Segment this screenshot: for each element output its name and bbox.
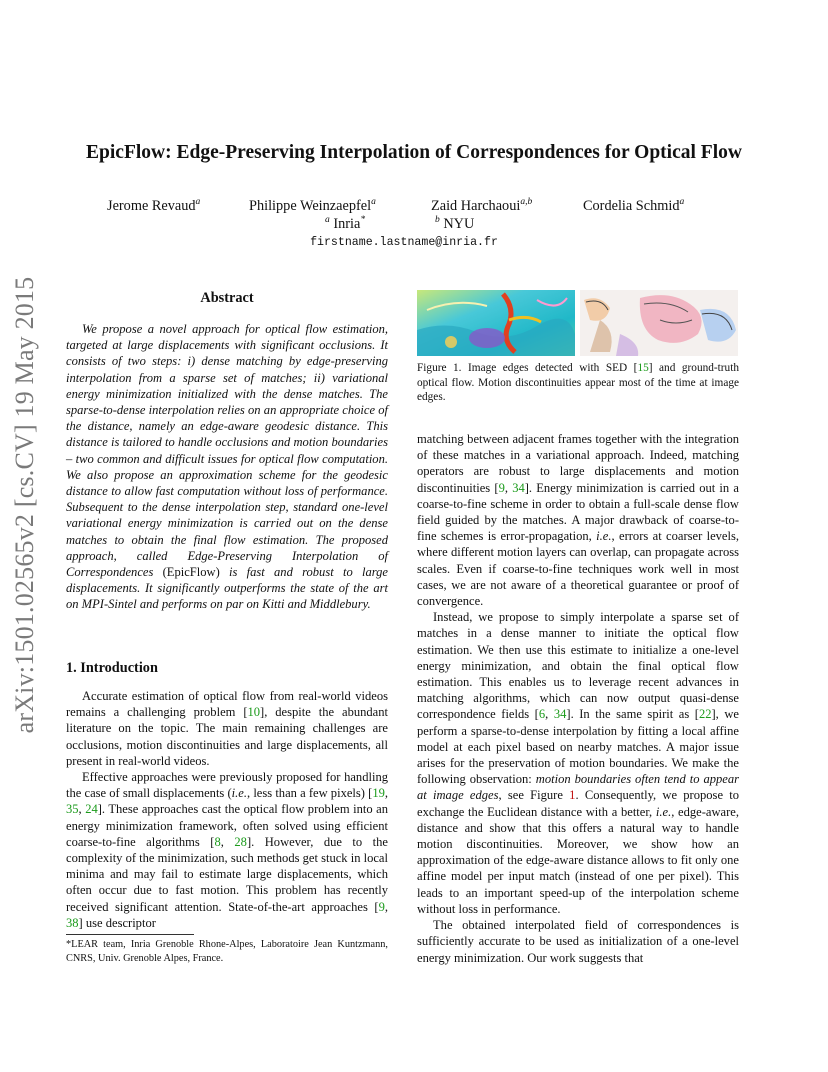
citation-link[interactable]: 19 xyxy=(372,786,385,801)
figure-edges-graphic xyxy=(417,290,575,356)
affiliation-footnote-mark: * xyxy=(360,215,366,225)
author-name: Philippe Weinzaepfel xyxy=(249,197,372,214)
citation-link[interactable]: 9 xyxy=(498,480,505,495)
author-4 xyxy=(583,197,684,215)
author-name: Cordelia Schmid xyxy=(583,197,680,214)
affiliation-inria xyxy=(325,215,365,233)
citation-link[interactable]: 8 xyxy=(214,834,221,849)
arxiv-identifier: arXiv:1501.02565v2 [cs.CV] 19 May 2015 xyxy=(10,276,39,734)
paper-title: EpicFlow: Edge-Preserving Interpolation of Correspondences for Optical Flow xyxy=(86,142,742,163)
author-sup: a xyxy=(195,197,201,207)
author-sup: a,b xyxy=(520,197,533,207)
figure-flow-graphic xyxy=(580,290,738,356)
citation-link[interactable]: 22 xyxy=(698,707,712,722)
intro-paragraph-2: Effective approaches were previously proposed for handling the case of small displacements (i.e., less than a few pixels) [19, 35, 24]. These approaches cast the optical flow problem into an energy minimization framework, often solved using efficient coarse-to-fine algorithms [8, 28]. However, due to the complexity of the minimization, such methods get stuck in local minima and may fail to estimate large displacements, which often occur due to fast motion. This problem has recently received significant attention. State-of-the-art approaches [9, 38] use descriptor xyxy=(66,770,388,930)
abstract-method-name: (EpicFlow) xyxy=(162,565,220,580)
introduction-body xyxy=(66,688,388,931)
right-paragraph-1: matching between adjacent frames together with the integration of these matches in a variational approach. Indeed, matching operators are robust to large displacements and motion discontinuities [9, 34]. Energy minimization is carried out in a coarse-to-fine scheme in order to obtain a full-scale dense flow field guided by the matches. A major drawback of coarse-to-fine schemes is error-propagation, i.e., errors at coarser levels, where different motion layers can overlap, can propagate across scales. Even if coarse-to-fine techniques work well in most cases, we are not aware of a theoretical guarantee or proof of convergence. xyxy=(417,432,740,609)
citation-link[interactable]: 6 xyxy=(538,707,546,722)
affiliation-nyu xyxy=(435,215,474,233)
citation-link[interactable]: 38 xyxy=(66,915,79,930)
citation-link[interactable]: 34 xyxy=(553,707,567,722)
citation-link[interactable]: 9 xyxy=(378,899,385,914)
affiliation-name: NYU xyxy=(443,215,475,232)
abstract-body xyxy=(66,321,388,613)
arxiv-side-stamp xyxy=(0,276,50,734)
right-paragraph-2: Instead, we propose to simply interpolate a sparse set of matches in a dense manner to initiate the optical flow estimation. We then use this estimate to initialize a one-level energy minimization, and obtain the final optical flow estimation. This enables us to leverage recent advances in matching algorithms, which can now output quasi-dense correspondence fields [6, 34]. In the same spirit as [22], we perform a sparse-to-dense interpolation by fitting a local affine model at each pixel based on nearby matches. A major issue arises for the preservation of motion boundaries. We make the following observation: motion boundaries often tend to appear at image edges, see Figure 1. Consequently, we propose to exchange the Euclidean distance with a better, i.e., edge-aware, distance and show that this offers a natural way to handle motion discontinuities. Moreover, we show how an approximation of the edge-aware distance allows to fit only one affine model per input match (instead of one per pixel). This leads to an important speed-up of the interpolation scheme without loss in performance. xyxy=(417,610,740,916)
citation-link[interactable]: 10 xyxy=(247,705,261,720)
citation-link[interactable]: 35 xyxy=(66,802,79,817)
author-sup: a xyxy=(679,197,685,207)
author-2 xyxy=(249,197,376,215)
intro-paragraph-1: Accurate estimation of optical flow from real-world videos remains a challenging problem [10], despite the abundant literature on the topic. The main remaining challenges are occlusions, motion discontinuities and large displacements, all present in real-world videos. xyxy=(66,689,388,768)
citation-link[interactable]: 28 xyxy=(234,834,247,849)
author-1 xyxy=(107,197,200,215)
right-column-body xyxy=(417,431,739,966)
abstract-heading: Abstract xyxy=(200,290,254,306)
footnote-rule xyxy=(66,934,194,935)
right-paragraph-3: The obtained interpolated field of correspondences is sufficiently accurate to be used as initialization of a one-level energy minimization. Our work suggests that xyxy=(417,918,739,965)
figure-1-flow-image xyxy=(580,290,738,356)
citation-link[interactable]: 15 xyxy=(637,362,649,374)
affiliation-sup: a xyxy=(325,215,330,225)
section-heading-introduction: 1. Introduction xyxy=(66,660,158,676)
author-name: Zaid Harchaoui xyxy=(431,197,521,214)
affiliation-sup: b xyxy=(435,215,440,225)
citation-link[interactable]: 24 xyxy=(85,802,98,817)
figure-1-edges-image xyxy=(417,290,575,356)
figure-1-caption: Figure 1. Image edges detected with SED [15] and ground-truth optical flow. Motion discontinuities appear most of the time at image edges. xyxy=(417,362,739,404)
author-3 xyxy=(431,197,532,215)
footnote: *LEAR team, Inria Grenoble Rhone-Alpes, Laboratoire Jean Kuntzmann, CNRS, Univ. Grenoble Alpes, France. xyxy=(66,939,388,964)
abstract-text: We propose a novel approach for optical flow estimation, targeted at large displacements with significant occlusions. It consists of two steps: i) dense matching by edge-preserving interpolation from a sparse set of matches; ii) variational energy minimization initialized with the dense matches. The sparse-to-dense interpolation relies on an appropriate choice of the distance, namely an edge-aware geodesic distance. This distance is tailored to handle occlusions and motion boundaries – two common and difficult issues for optical flow computation. We also propose an approximation scheme for the geodesic distance to allow fast computation without loss of performance. Subsequent to the dense interpolation step, standard one-level variational energy minimization is carried out on the dense matches to obtain the final flow estimation. The proposed approach, called Edge-Preserving Interpolation of Correspondences (EpicFlow) is fast and robust to large displacements. It significantly outperforms the state of the art on MPI-Sintel and performs on par on Kitti and Middlebury. xyxy=(66,322,388,612)
author-name: Jerome Revaud xyxy=(107,197,196,214)
figure-reference-link[interactable]: 1 xyxy=(569,788,576,803)
affiliation-name: Inria xyxy=(333,215,361,232)
citation-link[interactable]: 34 xyxy=(512,480,525,495)
author-email: firstname.lastname@inria.fr xyxy=(310,236,498,249)
author-sup: a xyxy=(371,197,376,207)
